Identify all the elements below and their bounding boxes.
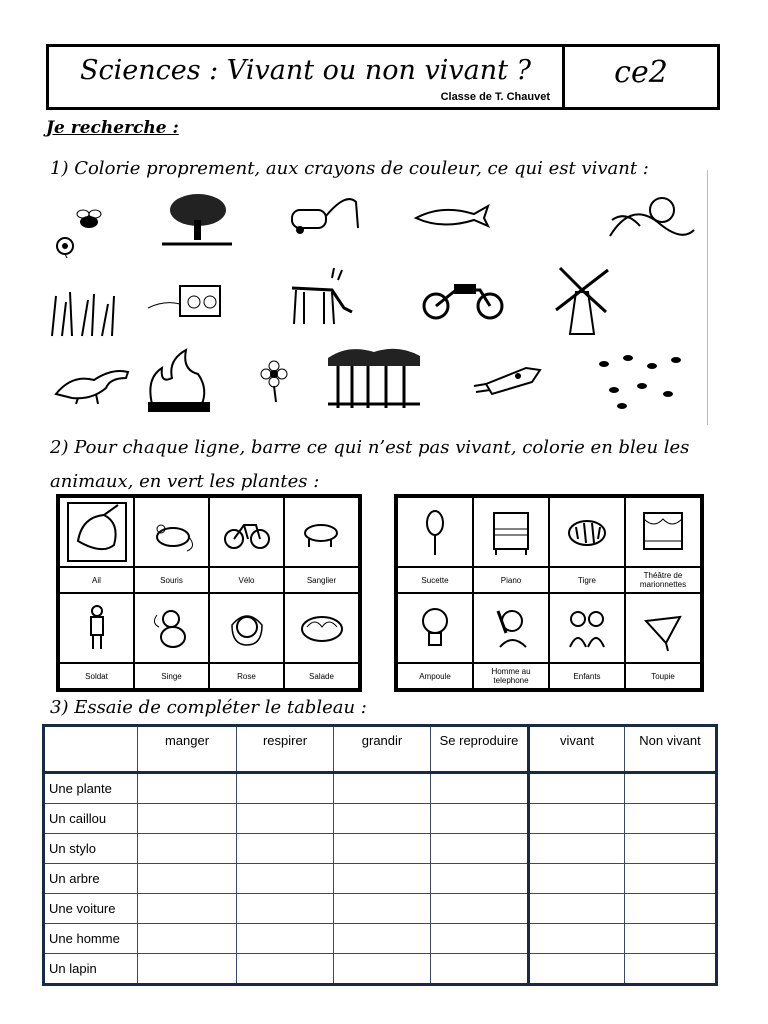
table-cell[interactable] bbox=[334, 834, 431, 864]
table-cell[interactable] bbox=[625, 864, 717, 894]
column-header-vivant: vivant bbox=[529, 726, 625, 773]
column-header-non-vivant: Non vivant bbox=[625, 726, 717, 773]
label-tiger: Tigre bbox=[549, 567, 625, 593]
label-rose: Rose bbox=[209, 663, 284, 689]
table-header-row bbox=[44, 726, 717, 773]
table-cell[interactable] bbox=[334, 804, 431, 834]
label-bicycle: Vélo bbox=[209, 567, 284, 593]
table-cell[interactable] bbox=[237, 773, 334, 804]
bee-flower-icon bbox=[50, 202, 112, 258]
ants-icon bbox=[592, 350, 688, 412]
label-lightbulb: Ampoule bbox=[397, 663, 473, 689]
lightbulb-icon bbox=[397, 593, 473, 663]
grass-icon bbox=[48, 286, 122, 338]
table-cell[interactable] bbox=[237, 834, 334, 864]
table-cell[interactable] bbox=[431, 924, 529, 954]
boar-icon bbox=[284, 497, 359, 567]
label-phone-man: Homme au telephone bbox=[473, 663, 549, 689]
column-header-grandir: grandir bbox=[334, 726, 431, 773]
table-cell[interactable] bbox=[237, 924, 334, 954]
label-lettuce: Salade bbox=[284, 663, 359, 689]
table-cell[interactable] bbox=[529, 864, 625, 894]
phone-man-icon bbox=[473, 593, 549, 663]
spinning-top-icon bbox=[625, 593, 701, 663]
table-cell[interactable] bbox=[625, 773, 717, 804]
label-lollipop: Sucette bbox=[397, 567, 473, 593]
table-row bbox=[44, 804, 717, 834]
table-cell[interactable] bbox=[138, 773, 237, 804]
tiger-icon bbox=[549, 497, 625, 567]
donkey-icon bbox=[282, 268, 358, 326]
table-cell[interactable] bbox=[431, 804, 529, 834]
column-header-respirer: respirer bbox=[237, 726, 334, 773]
dinosaur-icon bbox=[52, 364, 132, 404]
table-cell[interactable] bbox=[625, 894, 717, 924]
bicycle-icon bbox=[209, 497, 284, 567]
column-header-se-reproduire: Se reproduire bbox=[431, 726, 529, 773]
table-cell[interactable] bbox=[334, 924, 431, 954]
label-garlic: Ail bbox=[59, 567, 134, 593]
row-label: Une plante bbox=[44, 773, 138, 804]
row-label: Une homme bbox=[44, 924, 138, 954]
garlic-icon bbox=[59, 497, 134, 567]
label-children: Enfants bbox=[549, 663, 625, 689]
table-cell[interactable] bbox=[138, 894, 237, 924]
column-header-manger: manger bbox=[138, 726, 237, 773]
page-title: Sciences : Vivant ou non vivant ? bbox=[79, 55, 532, 86]
table-cell[interactable] bbox=[334, 954, 431, 985]
windmill-icon bbox=[546, 264, 616, 336]
table-cell[interactable] bbox=[334, 864, 431, 894]
label-soldier: Soldat bbox=[59, 663, 134, 689]
label-monkey: Singe bbox=[134, 663, 209, 689]
question-1-pictures bbox=[46, 190, 710, 422]
tree-icon bbox=[158, 190, 236, 248]
table-corner-cell bbox=[44, 726, 138, 773]
table-row bbox=[44, 834, 717, 864]
rose-icon bbox=[209, 593, 284, 663]
monkey-icon bbox=[134, 593, 209, 663]
header-box bbox=[46, 44, 720, 110]
question-1: 1) Colorie proprement, aux crayons de couleur, ce qui est vivant : bbox=[50, 158, 649, 179]
table-cell[interactable] bbox=[625, 834, 717, 864]
table-cell[interactable] bbox=[431, 894, 529, 924]
row-label: Une voiture bbox=[44, 894, 138, 924]
vacuum-icon bbox=[286, 192, 364, 236]
lollipop-icon bbox=[397, 497, 473, 567]
table-cell[interactable] bbox=[625, 804, 717, 834]
table-cell[interactable] bbox=[237, 894, 334, 924]
piano-icon bbox=[473, 497, 549, 567]
table-cell[interactable] bbox=[237, 864, 334, 894]
table-cell[interactable] bbox=[237, 954, 334, 985]
baby-icon bbox=[602, 190, 698, 246]
image-grid-left bbox=[56, 494, 362, 692]
table-cell[interactable] bbox=[237, 804, 334, 834]
table-cell[interactable] bbox=[529, 804, 625, 834]
whale-icon bbox=[412, 200, 492, 230]
properties-table bbox=[42, 724, 718, 986]
label-piano: Piano bbox=[473, 567, 549, 593]
table-cell[interactable] bbox=[138, 924, 237, 954]
table-cell[interactable] bbox=[334, 894, 431, 924]
question-3: 3) Essaie de compléter le tableau : bbox=[50, 697, 367, 718]
table-cell[interactable] bbox=[138, 954, 237, 985]
fire-icon bbox=[142, 348, 214, 418]
table-cell[interactable] bbox=[529, 894, 625, 924]
table-cell[interactable] bbox=[529, 834, 625, 864]
row-label: Un arbre bbox=[44, 864, 138, 894]
puppet-theater-icon bbox=[625, 497, 701, 567]
class-name: Classe de T. Chauvet bbox=[440, 91, 550, 103]
table-cell[interactable] bbox=[529, 954, 625, 985]
row-label: Un caillou bbox=[44, 804, 138, 834]
table-cell[interactable] bbox=[138, 834, 237, 864]
rocket-icon bbox=[470, 362, 542, 396]
soldier-icon bbox=[59, 593, 134, 663]
radio-icon bbox=[144, 282, 226, 322]
table-cell[interactable] bbox=[431, 773, 529, 804]
label-spinning-top: Toupie bbox=[625, 663, 701, 689]
motorcycle-icon bbox=[420, 274, 506, 322]
section-subtitle: Je recherche : bbox=[46, 118, 179, 138]
table-row bbox=[44, 924, 717, 954]
flower-icon bbox=[256, 360, 292, 402]
table-cell[interactable] bbox=[334, 773, 431, 804]
image-grid-right bbox=[394, 494, 704, 692]
children-icon bbox=[549, 593, 625, 663]
label-mouse: Souris bbox=[134, 567, 209, 593]
grade-label: ce2 bbox=[614, 54, 668, 90]
table-cell[interactable] bbox=[138, 804, 237, 834]
question-2: 2) Pour chaque ligne, barre ce qui n’est pas vivant, colorie en bleu les animaux, en vert les plantes : bbox=[50, 437, 690, 492]
label-boar: Sanglier bbox=[284, 567, 359, 593]
mouse-icon bbox=[134, 497, 209, 567]
table-cell[interactable] bbox=[431, 864, 529, 894]
table-cell[interactable] bbox=[138, 864, 237, 894]
forest-icon bbox=[328, 344, 420, 410]
table-cell[interactable] bbox=[529, 773, 625, 804]
table-row bbox=[44, 894, 717, 924]
table-row bbox=[44, 954, 717, 985]
row-label: Un lapin bbox=[44, 954, 138, 985]
table-row bbox=[44, 864, 717, 894]
row-label: Un stylo bbox=[44, 834, 138, 864]
label-puppet-theater: Théâtre de marionnettes bbox=[625, 567, 701, 593]
table-cell[interactable] bbox=[431, 954, 529, 985]
lettuce-icon bbox=[284, 593, 359, 663]
table-cell[interactable] bbox=[625, 954, 717, 985]
header-title-cell bbox=[49, 47, 565, 107]
header-grade-cell bbox=[565, 47, 717, 107]
table-row bbox=[44, 773, 717, 804]
table-cell[interactable] bbox=[431, 834, 529, 864]
table-cell[interactable] bbox=[625, 924, 717, 954]
table-cell[interactable] bbox=[529, 924, 625, 954]
